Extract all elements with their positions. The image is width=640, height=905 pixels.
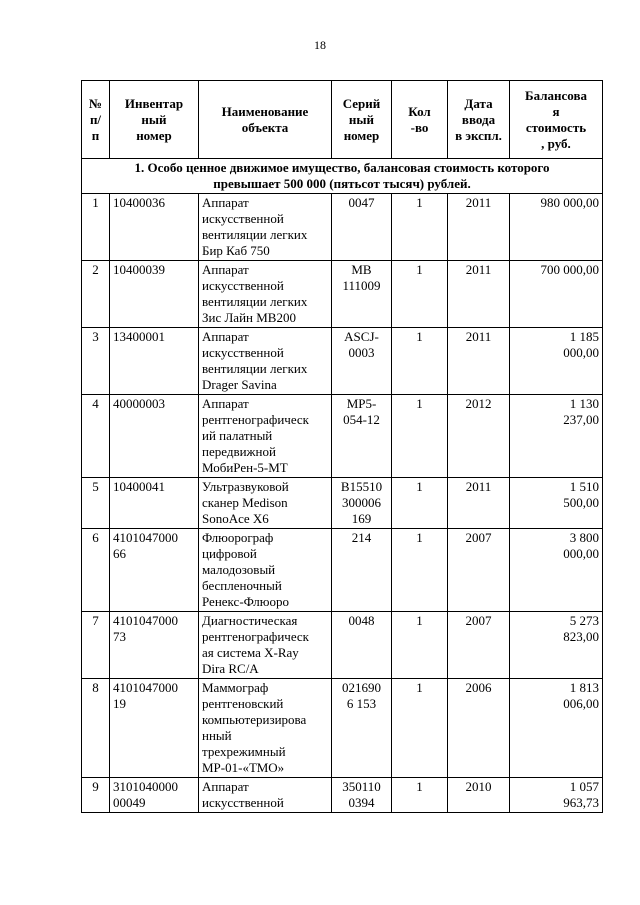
header-commission-date: Дата ввода в экспл. xyxy=(448,81,510,159)
cell-commission-date: 2011 xyxy=(448,194,510,261)
table-row xyxy=(82,194,603,261)
cell-quantity: 1 xyxy=(392,612,448,679)
cell-commission-date: 2011 xyxy=(448,261,510,328)
cell-commission-date: 2007 xyxy=(448,612,510,679)
inventory-table xyxy=(81,80,603,813)
cell-inventory-number: 4101047000 19 xyxy=(110,679,199,778)
cell-quantity: 1 xyxy=(392,261,448,328)
cell-object-name: Аппарат искусственной вентиляции легких Бир Каб 750 xyxy=(199,194,332,261)
cell-object-name: Флюорограф цифровой малодозовый беспленочный Ренекс-Флюоро xyxy=(199,529,332,612)
cell-serial-number: 0047 xyxy=(332,194,392,261)
cell-serial-number: МВ 111009 xyxy=(332,261,392,328)
cell-row-number: 7 xyxy=(82,612,110,679)
cell-inventory-number: 10400036 xyxy=(110,194,199,261)
cell-row-number: 4 xyxy=(82,395,110,478)
cell-inventory-number: 10400039 xyxy=(110,261,199,328)
cell-book-value: 1 185 000,00 xyxy=(510,328,603,395)
header-serial-number: Серий ный номер xyxy=(332,81,392,159)
cell-inventory-number: 40000003 xyxy=(110,395,199,478)
table-header-row xyxy=(82,81,603,159)
cell-serial-number: 021690 6 153 xyxy=(332,679,392,778)
page-number: 18 xyxy=(314,38,326,52)
cell-inventory-number: 13400001 xyxy=(110,328,199,395)
table-row xyxy=(82,612,603,679)
cell-serial-number: 0048 xyxy=(332,612,392,679)
cell-commission-date: 2011 xyxy=(448,478,510,529)
header-book-value: Балансова я стоимость , руб. xyxy=(510,81,603,159)
cell-quantity: 1 xyxy=(392,778,448,813)
cell-book-value: 1 130 237,00 xyxy=(510,395,603,478)
cell-object-name: Диагностическая рентгенографическ ая система X-Ray Dira RC/A xyxy=(199,612,332,679)
cell-book-value: 5 273 823,00 xyxy=(510,612,603,679)
table-row xyxy=(82,261,603,328)
cell-commission-date: 2012 xyxy=(448,395,510,478)
cell-row-number: 9 xyxy=(82,778,110,813)
cell-inventory-number: 4101047000 66 xyxy=(110,529,199,612)
header-inventory-number: Инвентар ный номер xyxy=(110,81,199,159)
cell-object-name: Аппарат искусственной вентиляции легких Зис Лайн МВ200 xyxy=(199,261,332,328)
cell-inventory-number: 4101047000 73 xyxy=(110,612,199,679)
cell-row-number: 2 xyxy=(82,261,110,328)
cell-row-number: 5 xyxy=(82,478,110,529)
table-row xyxy=(82,529,603,612)
cell-object-name: Маммограф рентгеновский компьютеризирова нный трехрежимный МР-01-«ТМО» xyxy=(199,679,332,778)
table-row xyxy=(82,778,603,813)
cell-book-value: 1 813 006,00 xyxy=(510,679,603,778)
cell-book-value: 1 510 500,00 xyxy=(510,478,603,529)
cell-serial-number: 350110 0394 xyxy=(332,778,392,813)
cell-row-number: 8 xyxy=(82,679,110,778)
cell-commission-date: 2010 xyxy=(448,778,510,813)
cell-quantity: 1 xyxy=(392,478,448,529)
cell-serial-number: ASCJ- 0003 xyxy=(332,328,392,395)
cell-inventory-number: 10400041 xyxy=(110,478,199,529)
cell-serial-number: МР5- 054-12 xyxy=(332,395,392,478)
cell-quantity: 1 xyxy=(392,529,448,612)
cell-book-value: 1 057 963,73 xyxy=(510,778,603,813)
cell-inventory-number: 3101040000 00049 xyxy=(110,778,199,813)
cell-book-value: 700 000,00 xyxy=(510,261,603,328)
cell-serial-number: B15510 300006 169 xyxy=(332,478,392,529)
cell-quantity: 1 xyxy=(392,679,448,778)
cell-commission-date: 2007 xyxy=(448,529,510,612)
header-quantity: Кол -во xyxy=(392,81,448,159)
table-row xyxy=(82,328,603,395)
cell-object-name: Аппарат искусственной вентиляции легких Drager Savina xyxy=(199,328,332,395)
table-row xyxy=(82,395,603,478)
cell-serial-number: 214 xyxy=(332,529,392,612)
cell-book-value: 980 000,00 xyxy=(510,194,603,261)
cell-row-number: 3 xyxy=(82,328,110,395)
cell-quantity: 1 xyxy=(392,194,448,261)
cell-commission-date: 2011 xyxy=(448,328,510,395)
cell-object-name: Аппарат искусственной xyxy=(199,778,332,813)
cell-row-number: 1 xyxy=(82,194,110,261)
cell-book-value: 3 800 000,00 xyxy=(510,529,603,612)
cell-quantity: 1 xyxy=(392,395,448,478)
header-object-name: Наименование объекта xyxy=(199,81,332,159)
section-title: 1. Особо ценное движимое имущество, балансовая стоимость которого превышает 500 000 (пятьсот тысяч) рублей. xyxy=(82,159,603,194)
cell-object-name: Ультразвуковой сканер Medison SonoAce X6 xyxy=(199,478,332,529)
cell-commission-date: 2006 xyxy=(448,679,510,778)
table-row xyxy=(82,679,603,778)
cell-quantity: 1 xyxy=(392,328,448,395)
table-row xyxy=(82,478,603,529)
header-row-number: № п/ п xyxy=(82,81,110,159)
cell-object-name: Аппарат рентгенографическ ий палатный передвижной МобиРен-5-МТ xyxy=(199,395,332,478)
cell-row-number: 6 xyxy=(82,529,110,612)
section-row xyxy=(82,159,603,194)
